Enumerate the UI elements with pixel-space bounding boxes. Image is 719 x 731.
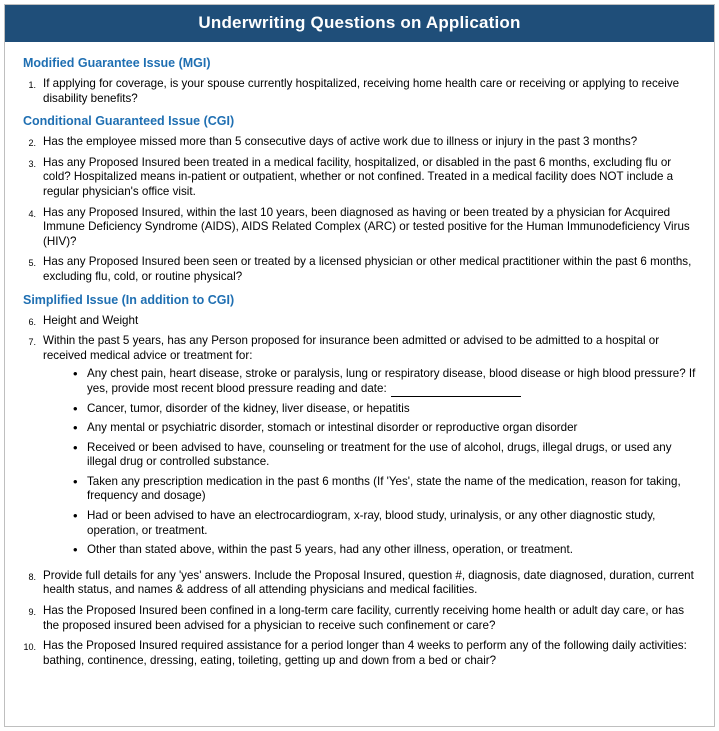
question-text: Has the Proposed Insured required assistance for a period longer than 4 weeks to perform any of the following daily activities: bathing, continence, dressing, eating, toileting, getting up and down from a bed or chair? bbox=[43, 639, 687, 667]
question-number: 3. bbox=[28, 158, 36, 169]
bullet-list bbox=[43, 367, 700, 558]
question-text: Has any Proposed Insured been seen or treated by a licensed physician or other medical practitioner within the past 6 months, excluding flu, cold, or routine physical? bbox=[43, 255, 692, 283]
list-item bbox=[43, 402, 700, 417]
bullet-text: Received or been advised to have, counseling or treatment for the use of alcohol, drugs, illegal drugs, or used any illegal drug or controlled substance. bbox=[87, 440, 672, 469]
question-list-cgi bbox=[21, 135, 700, 284]
list-item bbox=[21, 77, 700, 106]
document-content bbox=[5, 42, 714, 682]
bullet-dot-icon: • bbox=[73, 366, 78, 382]
list-item bbox=[21, 255, 700, 284]
list-item bbox=[21, 639, 700, 668]
bullet-dot-icon: • bbox=[73, 508, 78, 524]
section-heading-cgi: Conditional Guaranteed Issue (CGI) bbox=[23, 114, 235, 129]
list-item bbox=[43, 441, 700, 470]
bullet-text: Any mental or psychiatric disorder, stomach or intestinal disorder or reproductive organ disorder bbox=[87, 421, 578, 435]
question-number: 1. bbox=[28, 80, 36, 90]
question-number: 6. bbox=[28, 316, 36, 327]
bullet-dot-icon: • bbox=[73, 420, 78, 436]
list-item bbox=[43, 421, 700, 436]
question-list-mgi bbox=[21, 77, 700, 106]
list-item bbox=[43, 475, 700, 504]
question-text: Height and Weight bbox=[43, 313, 139, 327]
list-item bbox=[21, 604, 700, 633]
question-text: Provide full details for any 'yes' answers. Include the Proposal Insured, question #, diagnosis, date diagnosed, duration, current health status, and names & address of all attending physicians and medical facilities. bbox=[43, 568, 694, 597]
question-number: 9. bbox=[28, 607, 36, 618]
question-list-simplified-issue bbox=[21, 314, 700, 669]
question-text: Has any Proposed Insured been treated in a medical facility, hospitalized, or disabled in the past 6 months, excluding flu or cold? Hospitalized means in-patient or outpatient, whether or not confined. Treated in a medical facility does NOT include a regular physician's office visit. bbox=[43, 155, 674, 198]
question-number: 10. bbox=[23, 642, 36, 653]
bullet-text: Taken any prescription medication in the past 6 months (If 'Yes', state the name of the medication, reason for taking, frequency and dosage) bbox=[87, 474, 681, 503]
bullet-dot-icon: • bbox=[73, 473, 78, 489]
question-text: Has the employee missed more than 5 consecutive days of active work due to illness or injury in the past 3 months? bbox=[43, 135, 638, 149]
bullet-text: Any chest pain, heart disease, stroke or paralysis, lung or respiratory disease, blood disease or high blood pressure? If yes, provide most recent blood pressure reading and date: bbox=[87, 367, 696, 395]
question-text: Has the Proposed Insured been confined in a long-term care facility, currently receiving home health or adult day care, or has the proposed insured been advised for a physician to receive such confinement or care? bbox=[43, 604, 685, 632]
question-number: 4. bbox=[28, 208, 36, 219]
list-item bbox=[43, 509, 700, 538]
list-item bbox=[43, 367, 700, 396]
document-frame bbox=[4, 4, 715, 727]
bullet-text: Other than stated above, within the past 5 years, had any other illness, operation, or treatment. bbox=[87, 543, 573, 557]
section-heading-mgi: Modified Guarantee Issue (MGI) bbox=[23, 56, 211, 70]
question-text: If applying for coverage, is your spouse currently hospitalized, receiving home health care or receiving or applying to receive disability benefits? bbox=[43, 77, 680, 105]
question-number: 5. bbox=[28, 258, 36, 269]
blank-fill-line bbox=[391, 385, 521, 397]
question-number: 7. bbox=[28, 337, 36, 348]
question-number: 8. bbox=[28, 571, 36, 582]
bullet-dot-icon: • bbox=[73, 439, 78, 455]
list-item bbox=[21, 314, 700, 329]
list-item bbox=[21, 206, 700, 250]
list-item bbox=[21, 135, 700, 150]
bullet-dot-icon: • bbox=[73, 400, 78, 416]
list-item bbox=[21, 569, 700, 598]
list-item bbox=[43, 543, 700, 558]
page-title: Underwriting Questions on Application bbox=[5, 5, 714, 42]
section-heading-simplified-issue: Simplified Issue (In addition to CGI) bbox=[23, 292, 235, 307]
bullet-text: Had or been advised to have an electrocardiogram, x-ray, blood study, urinalysis, or any other diagnostic study, operation, or treatment. bbox=[87, 509, 656, 537]
list-item bbox=[21, 156, 700, 200]
question-text: Within the past 5 years, has any Person proposed for insurance been admitted or advised to be admitted to a hospital or received medical advice or treatment for: bbox=[43, 334, 660, 362]
list-item bbox=[21, 334, 700, 563]
question-text: Has any Proposed Insured, within the last 10 years, been diagnosed as having or been treated by a physician for Acquired Immune Deficiency Syndrome (AIDS), AIDS Related Complex (ARC) or tested positive for the Human Immunodeficiency Virus (HIV)? bbox=[43, 205, 690, 248]
bullet-dot-icon: • bbox=[73, 542, 78, 558]
question-number: 2. bbox=[28, 138, 36, 149]
bullet-text: Cancer, tumor, disorder of the kidney, liver disease, or hepatitis bbox=[87, 401, 410, 415]
